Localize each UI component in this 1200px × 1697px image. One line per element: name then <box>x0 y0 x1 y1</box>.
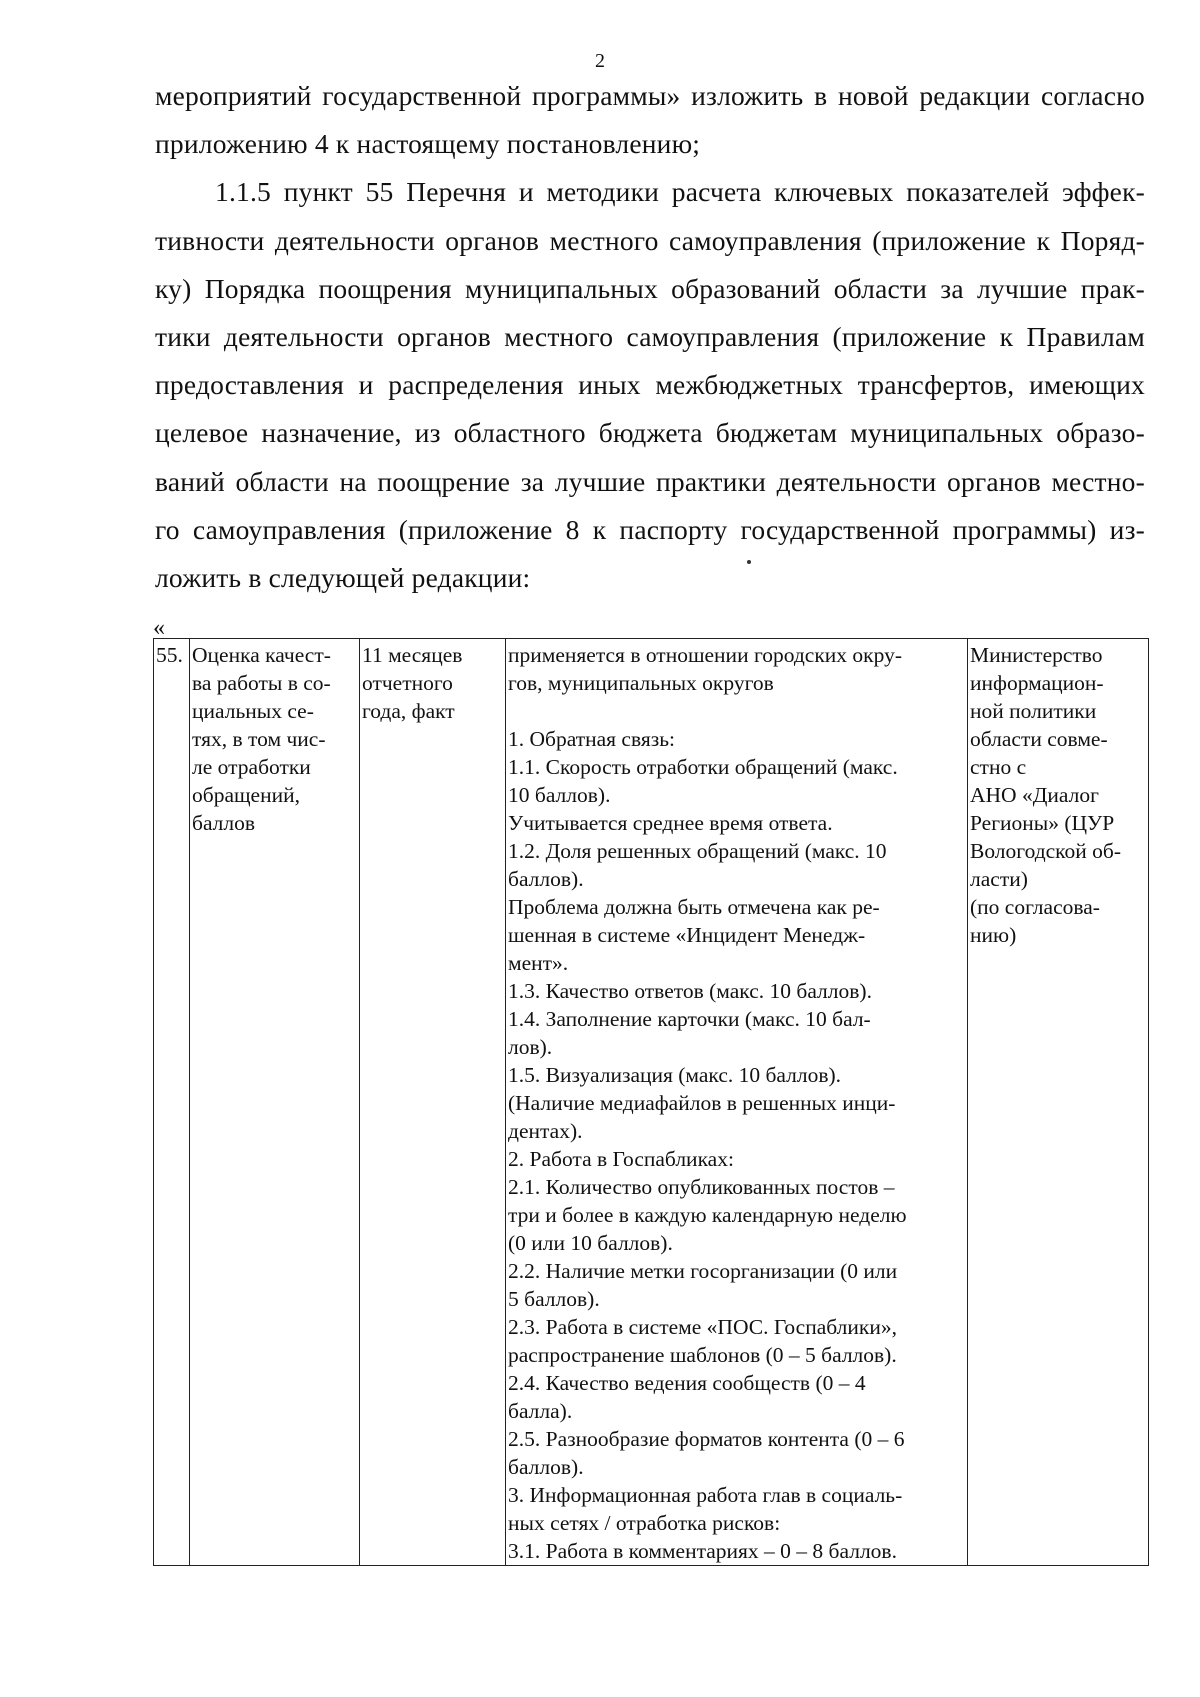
cell-line: 1.3. Качество ответов (макс. 10 баллов). <box>508 979 872 1003</box>
text-line: тивности деятельности органов местного самоуправления (приложение к Поряд- <box>155 224 1145 256</box>
cell-line: 1.4. Заполнение карточки (макс. 10 бал- <box>508 1007 871 1031</box>
text-line: ложить в следующей редакции: <box>155 562 531 594</box>
text-line: мероприятий государственной программы» изложить в новой редакции согласно <box>155 80 1145 111</box>
text-line: целевое назначение, из областного бюджета бюджетам муниципальных образо- <box>155 417 1145 449</box>
text-line: предоставления и распределения иных межбюджетных трансфертов, имеющих <box>155 369 1145 401</box>
cell-line: три и более в каждую календарную неделю <box>508 1203 907 1227</box>
cell-line: области совме- <box>970 727 1108 751</box>
text-line: го самоуправления (приложение 8 к паспорту государственной программы) из- <box>155 513 1145 545</box>
cell-line: лов). <box>508 1035 553 1059</box>
cell-line: 1.5. Визуализация (макс. 10 баллов). <box>508 1063 842 1087</box>
cell-line: 5 баллов). <box>508 1287 600 1311</box>
responsible-cell <box>968 639 1149 1566</box>
indicator-table <box>153 638 1149 1566</box>
indicator-cell <box>190 639 360 1566</box>
cell-line: Учитывается среднее время ответа. <box>508 811 833 835</box>
cell-line: (по согласова- <box>970 895 1100 919</box>
row-number: 55. <box>156 643 183 667</box>
cell-line: информацион- <box>970 671 1104 695</box>
cell-line: 1. Обратная связь: <box>508 727 675 751</box>
scan-artifact-dot <box>747 560 751 564</box>
cell-line: Министерство <box>970 643 1103 667</box>
cell-line: ва работы в со- <box>192 671 331 695</box>
page-number: 2 <box>595 50 605 72</box>
cell-line: баллов). <box>508 1455 584 1479</box>
open-quote: « <box>153 615 165 641</box>
blank-line <box>508 697 965 725</box>
cell-line: 2. Работа в Госпабликах: <box>508 1147 734 1171</box>
cell-line: гов, муниципальных округов <box>508 671 774 695</box>
cell-line: (Наличие медиафайлов в решенных инци- <box>508 1091 896 1115</box>
cell-line: нию) <box>970 923 1017 947</box>
text-line: 1.1.5 пункт 55 Перечня и методики расчета ключевых показателей эффек- <box>215 176 1145 208</box>
text-line: ку) Порядка поощрения муниципальных образований области за лучшие прак- <box>155 272 1145 304</box>
cell-line: баллов <box>192 811 256 835</box>
cell-line: 2.4. Качество ведения сообществ (0 – 4 <box>508 1371 866 1395</box>
cell-line: 3. Информационная работа глав в социаль- <box>508 1483 903 1507</box>
cell-line: ле отработки <box>192 755 311 779</box>
cell-line: АНО «Диалог <box>970 783 1099 807</box>
cell-line: Оценка качест- <box>192 643 331 667</box>
cell-line: Вологодской об- <box>970 839 1122 863</box>
cell-line: 2.5. Разнообразие форматов контента (0 – 6 <box>508 1427 905 1451</box>
cell-line: 1.1. Скорость отработки обращений (макс. <box>508 755 898 779</box>
cell-line: шенная в системе «Инцидент Менедж- <box>508 923 866 947</box>
text-line: ваний области на поощрение за лучшие практики деятельности органов местно- <box>155 465 1145 497</box>
text-line: тики деятельности органов местного самоуправления (приложение к Правилам <box>155 321 1145 353</box>
cell-line: ласти) <box>970 867 1028 891</box>
cell-line: обращений, <box>192 783 300 807</box>
table-row <box>154 639 1149 1566</box>
cell-line: 10 баллов). <box>508 783 611 807</box>
cell-line: балла). <box>508 1399 573 1423</box>
period-cell <box>360 639 506 1566</box>
cell-line: отчетного <box>362 671 453 695</box>
cell-line: распространение шаблонов (0 – 5 баллов). <box>508 1343 897 1367</box>
cell-line: применяется в отношении городских окру- <box>508 643 902 667</box>
row-number-cell <box>154 639 190 1566</box>
cell-line: 2.3. Работа в системе «ПОС. Госпаблики», <box>508 1315 897 1339</box>
cell-line: мент». <box>508 951 569 975</box>
cell-line: 3.1. Работа в комментариях – 0 – 8 баллов. <box>508 1539 897 1563</box>
cell-line: 2.2. Наличие метки госорганизации (0 или <box>508 1259 898 1283</box>
cell-line: Проблема должна быть отмечена как ре- <box>508 895 880 919</box>
cell-line: ной политики <box>970 699 1097 723</box>
cell-line: Регионы» (ЦУР <box>970 811 1115 835</box>
body-paragraph <box>155 72 1145 602</box>
method-cell <box>506 639 968 1566</box>
cell-line: 2.1. Количество опубликованных постов – <box>508 1175 895 1199</box>
cell-line: (0 или 10 баллов). <box>508 1231 673 1255</box>
cell-line: тях, в том чис- <box>192 727 326 751</box>
text-line: приложению 4 к настоящему постановлению; <box>155 128 701 160</box>
cell-line: года, факт <box>362 699 455 723</box>
cell-line: стно с <box>970 755 1027 779</box>
cell-line: 1.2. Доля решенных обращений (макс. 10 <box>508 839 887 863</box>
cell-line: дентах). <box>508 1119 583 1143</box>
cell-line: циальных се- <box>192 699 314 723</box>
cell-line: баллов). <box>508 867 584 891</box>
cell-line: 11 месяцев <box>362 643 463 667</box>
cell-line: ных сетях / отработка рисков: <box>508 1511 781 1535</box>
